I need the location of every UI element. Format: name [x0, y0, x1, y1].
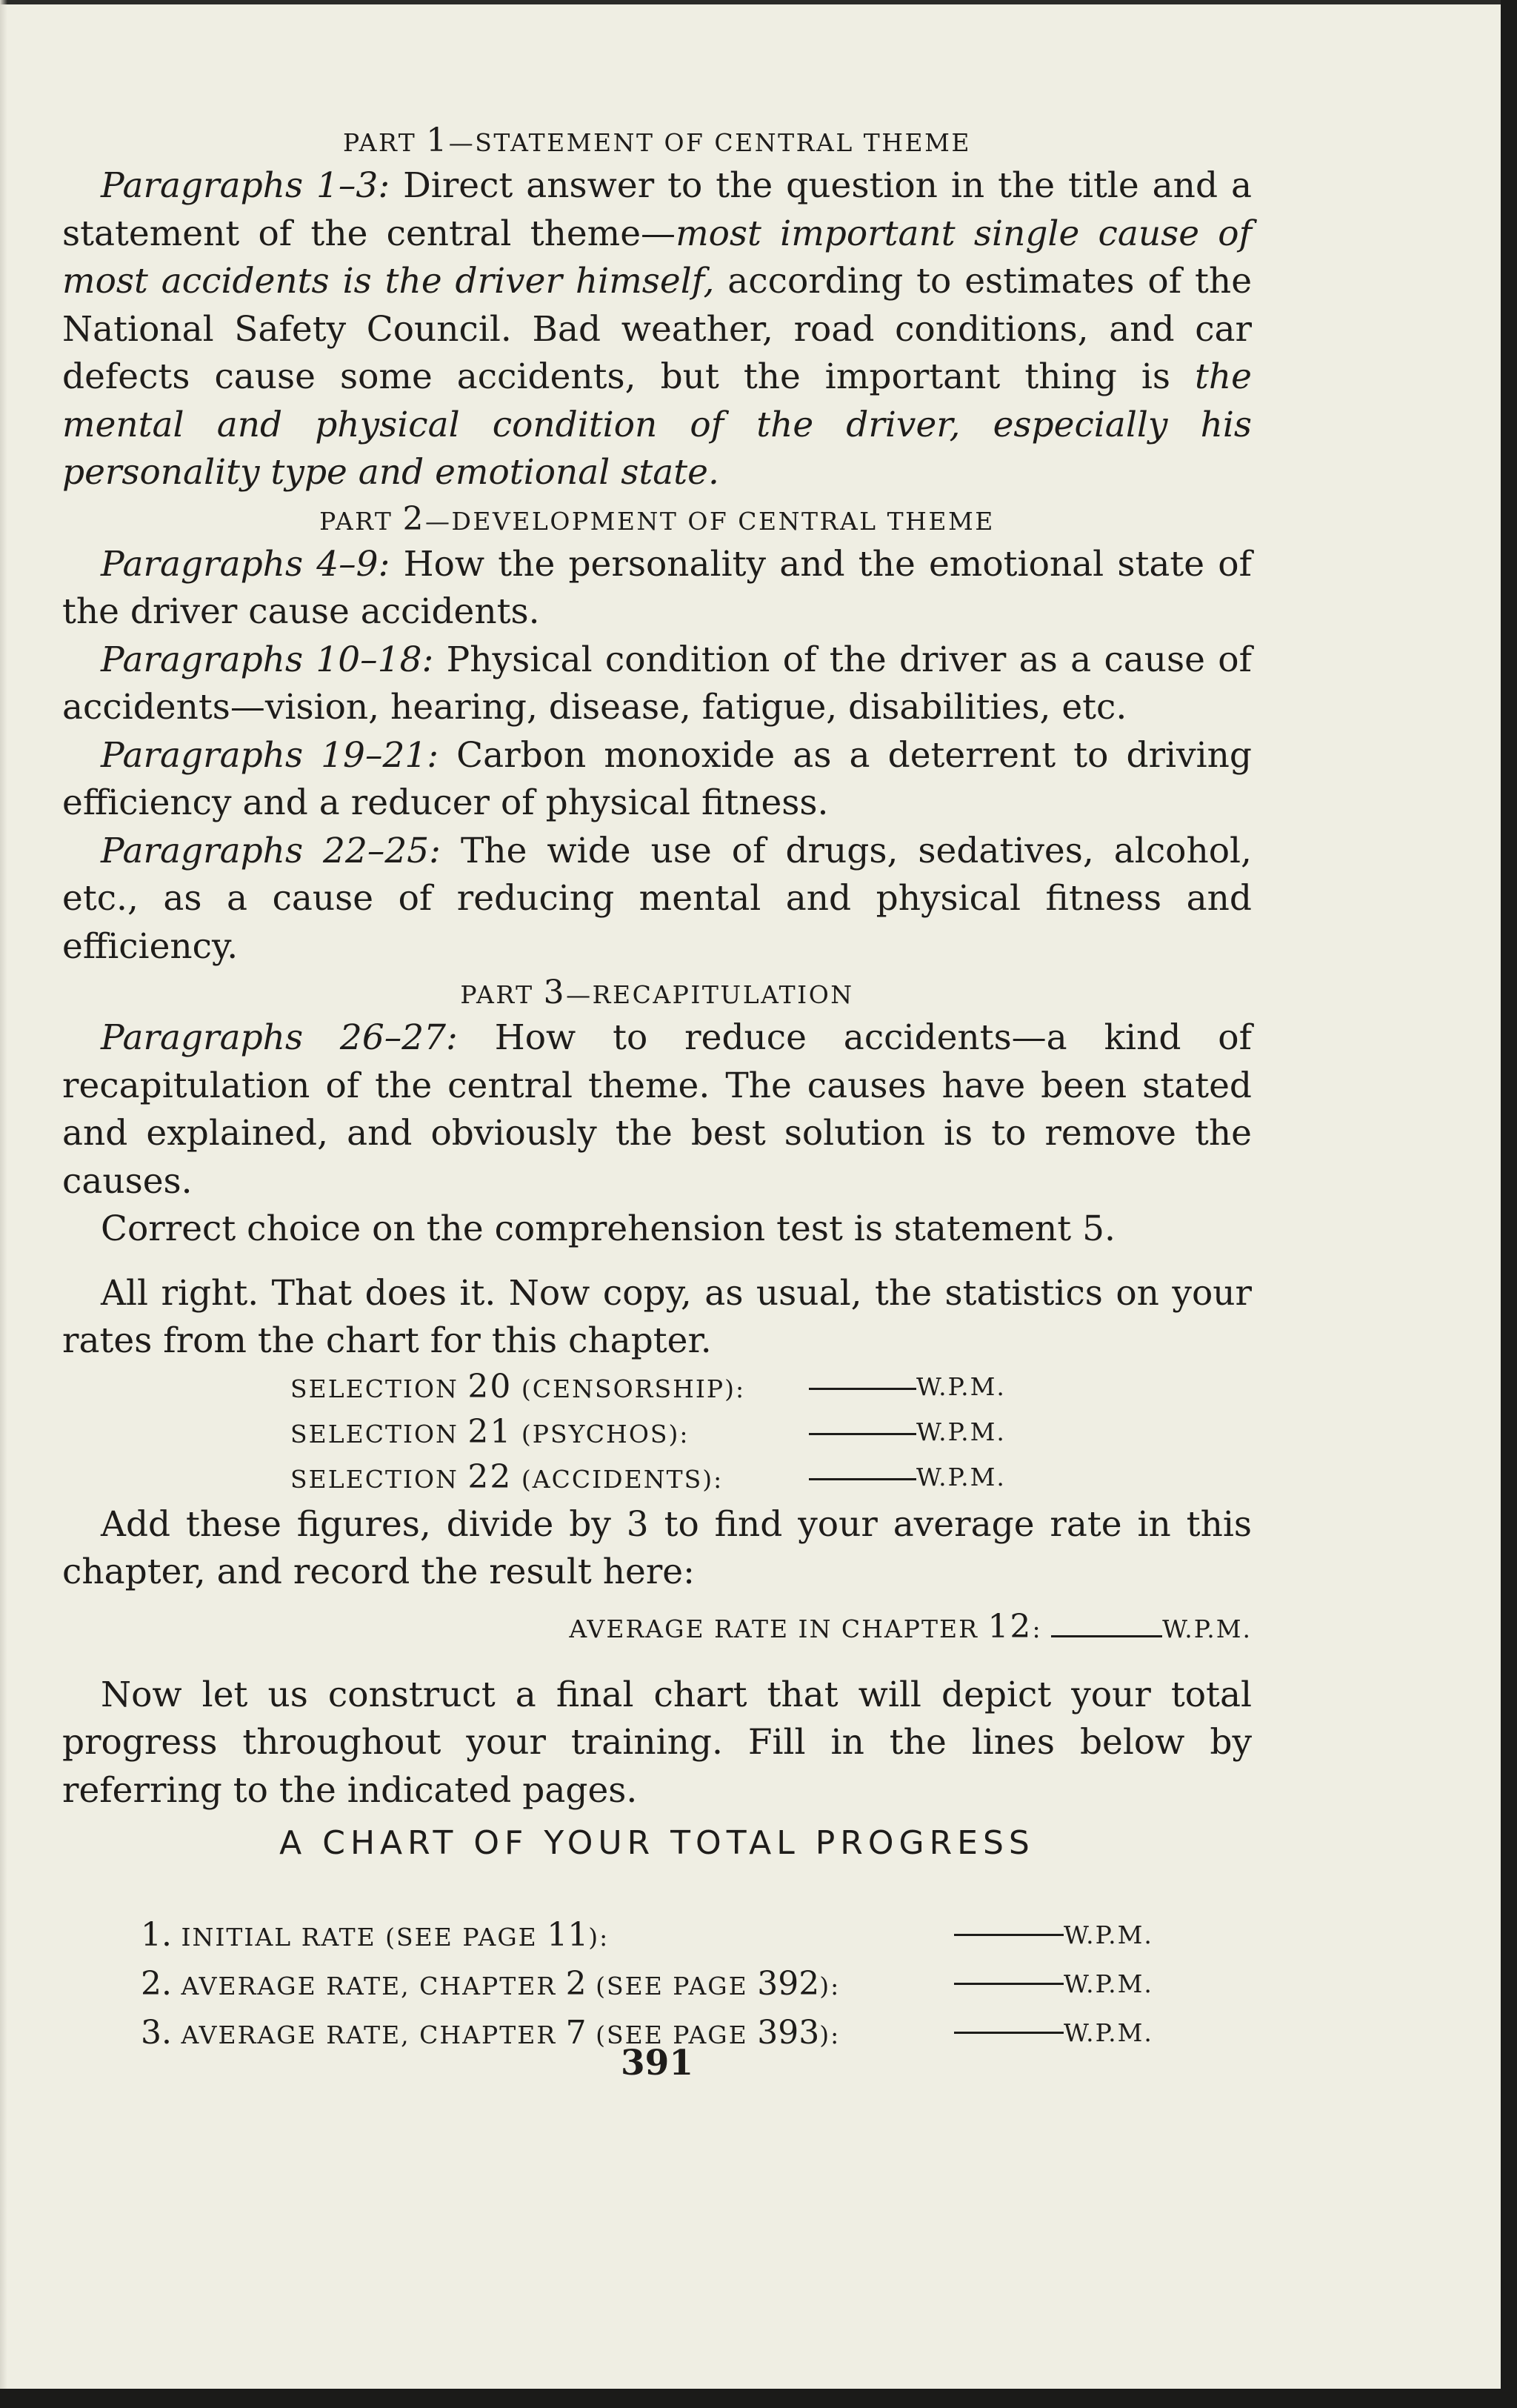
rate-blank-line[interactable] — [809, 1366, 916, 1390]
wpm-unit: W.P.M. — [1064, 2018, 1153, 2047]
part1-paragraph — [62, 162, 1252, 497]
part3-paragraph — [62, 1014, 1252, 1205]
progress-label: 2. AVERAGE RATE, CHAPTER 2 (SEE PAGE 392): — [141, 1965, 841, 2003]
part1-heading-number: 1 — [426, 122, 449, 159]
part3-heading-prefix: PART — [460, 980, 534, 1009]
page-top-edge — [0, 0, 1517, 4]
part2-heading-prefix: PART — [319, 506, 393, 536]
part1-heading-prefix: PART — [343, 128, 417, 157]
part1-paragraph-lead: Paragraphs 1–3: — [101, 165, 390, 206]
wpm-unit: W.P.M. — [916, 1371, 1006, 1401]
selection-label: SELECTION 21 (PSYCHOS): — [290, 1412, 690, 1451]
part1-heading — [62, 124, 1252, 159]
wpm-unit: W.P.M. — [916, 1462, 1006, 1491]
part3-heading-number: 3 — [543, 974, 567, 1011]
part2-paragraph-3 — [62, 732, 1252, 828]
page-right-edge — [1501, 0, 1517, 2408]
part2-paragraph-1 — [62, 541, 1252, 636]
wpm-unit: W.P.M. — [916, 1417, 1006, 1446]
part3-heading — [62, 974, 1252, 1011]
rate-blank-line[interactable] — [809, 1411, 916, 1435]
paragraph-text: Carbon monoxide as a deterrent to driving efficiency and a reducer of physical fitness. — [62, 734, 1252, 823]
progress-label: 3. AVERAGE RATE, CHAPTER 7 (SEE PAGE 393): — [141, 2014, 841, 2052]
selection-label: SELECTION 22 (ACCIDENTS): — [290, 1457, 724, 1496]
average-instructions: Add these figures, divide by 3 to find your average rate in this chapter, and record the result here: — [62, 1503, 1252, 1592]
part1-text-a: Direct answer to the question in the title and a statement of the central theme— — [62, 165, 1252, 254]
progress-row — [141, 1912, 1178, 1960]
part2-heading-title: —DEVELOPMENT OF CENTRAL THEME — [424, 506, 995, 536]
part2-paragraph-2 — [62, 636, 1252, 732]
average-rate-row: AVERAGE RATE IN CHAPTER 12: W.P.M. — [569, 1607, 1252, 1646]
progress-label: 1. INITIAL RATE (SEE PAGE 11): — [141, 1916, 610, 1954]
part1-text-d: the mental and physical condition of the driver, especially his personality type and emotional state. — [62, 356, 1252, 493]
progress-chart-title: A CHART OF YOUR TOTAL PROGRESS — [279, 1824, 1035, 1862]
part2-heading — [62, 499, 1252, 538]
paragraph-lead: Paragraphs 19–21: — [101, 734, 439, 776]
wpm-unit: W.P.M. — [1162, 1614, 1252, 1643]
progress-blank-line[interactable] — [954, 2009, 1064, 2034]
average-rate-blank-line[interactable] — [1051, 1613, 1162, 1637]
part1-text-b: most important single cause of most accidents is the driver himself, — [62, 213, 1252, 302]
chapter-number: 12 — [987, 1607, 1033, 1646]
part2-heading-number: 2 — [402, 499, 425, 538]
page-number: 391 — [620, 2043, 694, 2083]
selection-rates-table — [290, 1366, 1252, 1501]
final-chart-intro: Now let us construct a final chart that will depict your total progress throughout your training. Fill in the lines below by referring to the indicated pages. — [62, 1674, 1252, 1811]
rate-blank-line[interactable] — [809, 1456, 916, 1480]
part3-heading-title: —RECAPITULATION — [566, 980, 854, 1009]
progress-list — [141, 1912, 1178, 2058]
part2-paragraph-4 — [62, 828, 1252, 971]
progress-row — [141, 1960, 1178, 2009]
part1-heading-title: —STATEMENT OF CENTRAL THEME — [448, 128, 971, 157]
selection-row — [290, 1411, 1252, 1456]
paragraph-lead: Paragraphs 26–27: — [101, 1017, 458, 1058]
page-body — [62, 119, 1252, 1815]
wpm-unit: W.P.M. — [1064, 1969, 1153, 1998]
paragraph-lead: Paragraphs 4–9: — [101, 543, 390, 585]
page-bottom-edge — [0, 2389, 1517, 2408]
paragraph-text: Physical condition of the driver as a cause of accidents—vision, hearing, disease, fatigue, disabilities, etc. — [62, 639, 1252, 728]
progress-blank-line[interactable] — [954, 1960, 1064, 1985]
selection-row — [290, 1366, 1252, 1411]
average-rate-label: AVERAGE RATE IN CHAPTER — [569, 1614, 988, 1643]
paragraph-lead: Paragraphs 22–25: — [101, 830, 441, 871]
selection-row — [290, 1456, 1252, 1501]
paragraph-text: How the personality and the emotional state of the driver cause accidents. — [62, 543, 1252, 632]
paragraph-text: How to reduce accidents—a kind of recapitulation of the central theme. The causes have been stated and explained, and obviously the best solution is to remove the causes. — [62, 1017, 1252, 1202]
wpm-unit: W.P.M. — [1064, 1920, 1153, 1949]
part1-text-c: according to estimates of the National Safety Council. Bad weather, road conditions, and car defects cause some accidents, but the important thing is — [62, 261, 1253, 397]
paragraph-text: The wide use of drugs, sedatives, alcohol, etc., as a cause of reducing mental and physical fitness and efficiency. — [62, 830, 1252, 967]
stats-intro: All right. That does it. Now copy, as usual, the statistics on your rates from the chart for this chapter. — [62, 1272, 1252, 1361]
paragraph-lead: Paragraphs 10–18: — [101, 639, 434, 680]
answer-statement: Correct choice on the comprehension test is statement 5. — [101, 1208, 1116, 1249]
selection-label: SELECTION 20 (CENSORSHIP): — [290, 1367, 746, 1406]
progress-blank-line[interactable] — [954, 1912, 1064, 1936]
